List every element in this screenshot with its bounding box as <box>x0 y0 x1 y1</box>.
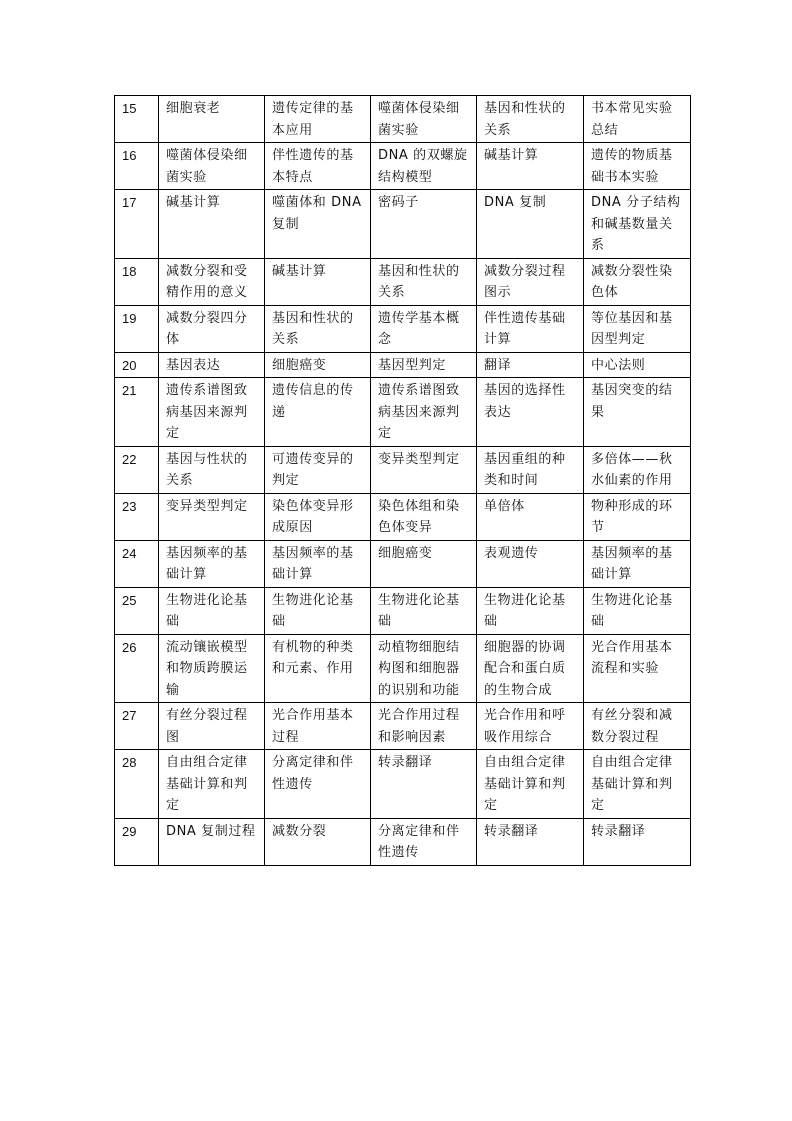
topic-cell: 等位基因和基因型判定 <box>584 305 691 352</box>
topic-cell: 遗传信息的传递 <box>265 378 371 447</box>
row-number-cell: 19 <box>115 305 159 352</box>
topic-cell: 多倍体——秋水仙素的作用 <box>584 446 691 493</box>
topic-cell: 变异类型判定 <box>371 446 477 493</box>
topic-cell: 生物进化论基础 <box>371 587 477 634</box>
topic-cell: 基因和性状的关系 <box>477 96 584 143</box>
row-number-cell: 17 <box>115 190 159 259</box>
topic-cell: DNA 复制 <box>477 190 584 259</box>
table-row <box>115 587 691 634</box>
topic-cell: 生物进化论基础 <box>265 587 371 634</box>
topic-cell: 染色体变异形成原因 <box>265 493 371 540</box>
topic-cell: 物种形成的环节 <box>584 493 691 540</box>
topic-cell: 动植物细胞结构图和细胞器的识别和功能 <box>371 634 477 703</box>
topic-cell: 噬菌体和 DNA 复制 <box>265 190 371 259</box>
topic-cell: 表观遗传 <box>477 540 584 587</box>
topic-cell: DNA 复制过程 <box>159 818 265 865</box>
topic-cell: 细胞衰老 <box>159 96 265 143</box>
topic-cell: 密码子 <box>371 190 477 259</box>
row-number-cell: 15 <box>115 96 159 143</box>
topic-cell: 细胞癌变 <box>265 352 371 378</box>
topic-cell: 减数分裂过程图示 <box>477 258 584 305</box>
row-number-cell: 29 <box>115 818 159 865</box>
topic-cell: 基因频率的基础计算 <box>265 540 371 587</box>
topic-cell: 噬菌体侵染细菌实验 <box>371 96 477 143</box>
topic-cell: 转录翻译 <box>584 818 691 865</box>
topic-cell: 中心法则 <box>584 352 691 378</box>
table-body <box>115 96 691 866</box>
table-row <box>115 143 691 190</box>
topic-cell: 基因频率的基础计算 <box>159 540 265 587</box>
topic-cell: 有机物的种类和元素、作用 <box>265 634 371 703</box>
topic-cell: 光合作用基本流程和实验 <box>584 634 691 703</box>
row-number-cell: 16 <box>115 143 159 190</box>
topic-cell: 分离定律和伴性遗传 <box>371 818 477 865</box>
topic-cell: 有丝分裂和减数分裂过程 <box>584 703 691 750</box>
topic-cell: 自由组合定律基础计算和判定 <box>584 750 691 819</box>
row-number-cell: 18 <box>115 258 159 305</box>
topic-cell: 染色体组和染色体变异 <box>371 493 477 540</box>
topic-cell: 基因与性状的关系 <box>159 446 265 493</box>
table-row <box>115 190 691 259</box>
table-row <box>115 446 691 493</box>
topic-cell: 光合作用过程和影响因素 <box>371 703 477 750</box>
topic-cell: 伴性遗传基础计算 <box>477 305 584 352</box>
topic-cell: 细胞器的协调配合和蛋白质的生物合成 <box>477 634 584 703</box>
table-row <box>115 493 691 540</box>
table-row <box>115 750 691 819</box>
row-number-cell: 24 <box>115 540 159 587</box>
topic-cell: 生物进化论基础 <box>477 587 584 634</box>
topic-cell: 自由组合定律基础计算和判定 <box>477 750 584 819</box>
row-number-cell: 22 <box>115 446 159 493</box>
topic-cell: 遗传系谱图致病基因来源判定 <box>159 378 265 447</box>
topic-cell: 减数分裂性染色体 <box>584 258 691 305</box>
topic-cell: 基因型判定 <box>371 352 477 378</box>
row-number-cell: 27 <box>115 703 159 750</box>
topic-cell: 书本常见实验总结 <box>584 96 691 143</box>
topic-cell: 生物进化论基础 <box>584 587 691 634</box>
topic-cell: 可遗传变异的判定 <box>265 446 371 493</box>
topic-cell: 伴性遗传的基本特点 <box>265 143 371 190</box>
table-row <box>115 634 691 703</box>
topic-cell: DNA 分子结构和碱基数量关系 <box>584 190 691 259</box>
row-number-cell: 28 <box>115 750 159 819</box>
table-row <box>115 352 691 378</box>
topic-cell: 生物进化论基础 <box>159 587 265 634</box>
topic-cell: 有丝分裂过程图 <box>159 703 265 750</box>
topic-cell: 噬菌体侵染细菌实验 <box>159 143 265 190</box>
topic-cell: 变异类型判定 <box>159 493 265 540</box>
topic-cell: 单倍体 <box>477 493 584 540</box>
topic-cell: DNA 的双螺旋结构模型 <box>371 143 477 190</box>
table-row <box>115 378 691 447</box>
topic-cell: 碱基计算 <box>159 190 265 259</box>
table-row <box>115 96 691 143</box>
topic-cell: 减数分裂 <box>265 818 371 865</box>
topic-cell: 流动镶嵌模型和物质跨膜运输 <box>159 634 265 703</box>
table-row <box>115 818 691 865</box>
topic-cell: 基因突变的结果 <box>584 378 691 447</box>
topic-cell: 基因频率的基础计算 <box>584 540 691 587</box>
topic-cell: 基因的选择性表达 <box>477 378 584 447</box>
topic-cell: 碱基计算 <box>265 258 371 305</box>
row-number-cell: 25 <box>115 587 159 634</box>
topic-cell: 转录翻译 <box>371 750 477 819</box>
topic-cell: 自由组合定律基础计算和判定 <box>159 750 265 819</box>
row-number-cell: 26 <box>115 634 159 703</box>
table-row <box>115 540 691 587</box>
row-number-cell: 20 <box>115 352 159 378</box>
topic-cell: 碱基计算 <box>477 143 584 190</box>
topic-cell: 减数分裂四分体 <box>159 305 265 352</box>
table-row <box>115 258 691 305</box>
topic-cell: 基因表达 <box>159 352 265 378</box>
topic-cell: 遗传定律的基本应用 <box>265 96 371 143</box>
topic-cell: 细胞癌变 <box>371 540 477 587</box>
topic-cell: 光合作用和呼吸作用综合 <box>477 703 584 750</box>
table-row <box>115 703 691 750</box>
topic-schedule-table <box>114 95 691 866</box>
topic-cell: 基因和性状的关系 <box>265 305 371 352</box>
topic-cell: 转录翻译 <box>477 818 584 865</box>
topic-cell: 遗传系谱图致病基因来源判定 <box>371 378 477 447</box>
topic-cell: 减数分裂和受精作用的意义 <box>159 258 265 305</box>
topic-cell: 遗传的物质基础书本实验 <box>584 143 691 190</box>
row-number-cell: 21 <box>115 378 159 447</box>
topic-cell: 遗传学基本概念 <box>371 305 477 352</box>
table-row <box>115 305 691 352</box>
topic-cell: 翻译 <box>477 352 584 378</box>
topic-cell: 基因和性状的关系 <box>371 258 477 305</box>
row-number-cell: 23 <box>115 493 159 540</box>
topic-cell: 基因重组的种类和时间 <box>477 446 584 493</box>
topic-cell: 分离定律和伴性遗传 <box>265 750 371 819</box>
topic-cell: 光合作用基本过程 <box>265 703 371 750</box>
